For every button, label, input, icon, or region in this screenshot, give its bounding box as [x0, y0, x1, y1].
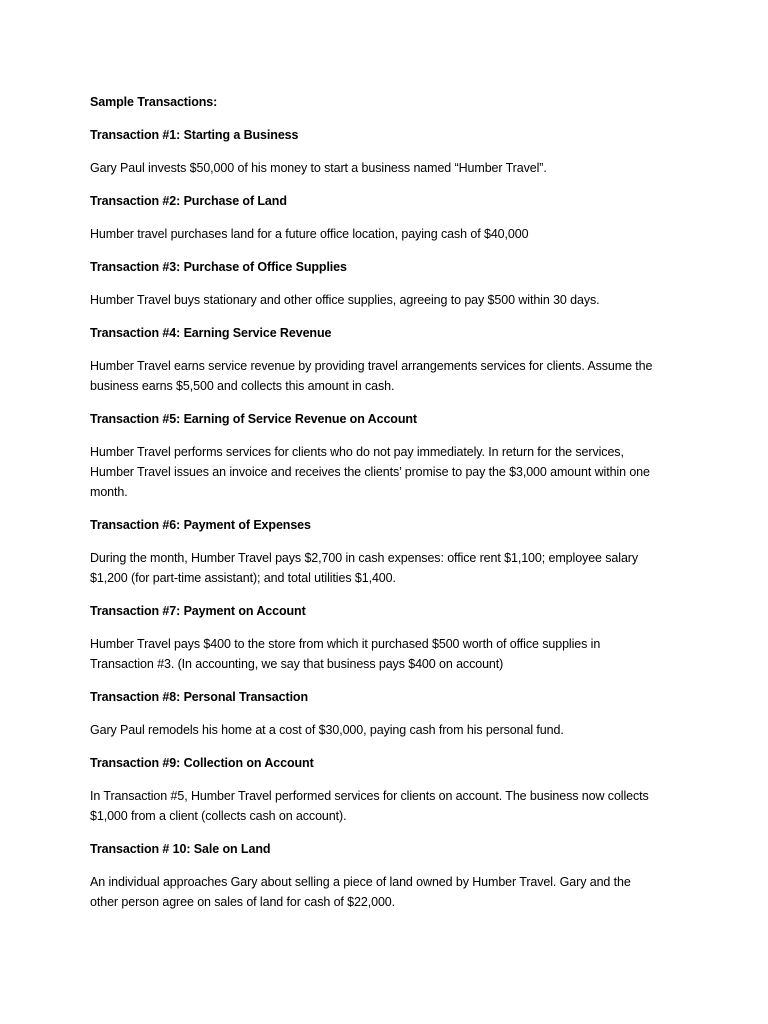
- transaction-body: [90, 548, 680, 588]
- transaction-body: [90, 158, 680, 178]
- transaction-heading-block: [90, 191, 680, 211]
- transaction-heading: Transaction #6: Payment of Expenses: [90, 518, 311, 532]
- transaction-body-line: Humber travel purchases land for a future office location, paying cash of $40,000: [90, 227, 529, 241]
- transaction-heading: Transaction #9: Collection on Account: [90, 756, 314, 770]
- transaction-heading-block: [90, 601, 680, 621]
- transaction-body: [90, 290, 680, 310]
- transaction-body-line: During the month, Humber Travel pays $2,700 in cash expenses: office rent $1,100; employee salary: [90, 551, 639, 565]
- transaction-heading: Transaction #8: Personal Transaction: [90, 690, 309, 704]
- transaction-heading: Transaction #2: Purchase of Land: [90, 194, 287, 208]
- transaction-heading-block: [90, 515, 680, 535]
- transaction-body-line: Humber Travel performs services for clients who do not pay immediately. In return for the services,: [90, 445, 624, 459]
- transaction-body-line: $1,000 from a client (collects cash on account).: [90, 809, 347, 823]
- transaction-body: [90, 356, 680, 396]
- document-title-block: [90, 92, 680, 112]
- transaction-heading-block: [90, 323, 680, 343]
- document-title: Sample Transactions:: [90, 95, 218, 109]
- transaction-body: [90, 442, 680, 502]
- transaction-heading: Transaction #1: Starting a Business: [90, 128, 299, 142]
- transactions-list: [90, 125, 680, 912]
- transaction-body-line: Humber Travel pays $400 to the store from which it purchased $500 worth of office supplies in: [90, 637, 601, 651]
- transaction-body-line: month.: [90, 485, 128, 499]
- transaction-body: [90, 224, 680, 244]
- transaction-heading-block: [90, 687, 680, 707]
- transaction-body-line: In Transaction #5, Humber Travel performed services for clients on account. The business now collects: [90, 789, 649, 803]
- transaction-body-line: Humber Travel buys stationary and other office supplies, agreeing to pay $500 within 30 days.: [90, 293, 600, 307]
- transaction-heading-block: [90, 409, 680, 429]
- transaction-heading: Transaction #3: Purchase of Office Supplies: [90, 260, 347, 274]
- transaction-body-line: Humber Travel issues an invoice and receives the clients’ promise to pay the $3,000 amount within one: [90, 465, 650, 479]
- transaction-body: [90, 720, 680, 740]
- transaction-heading-block: [90, 839, 680, 859]
- transaction-body-line: other person agree on sales of land for cash of $22,000.: [90, 895, 396, 909]
- transaction-body-line: $1,200 (for part-time assistant); and total utilities $1,400.: [90, 571, 396, 585]
- transaction-heading-block: [90, 257, 680, 277]
- transaction-body: [90, 786, 680, 826]
- transaction-body-line: business earns $5,500 and collects this amount in cash.: [90, 379, 395, 393]
- transaction-heading: Transaction #7: Payment on Account: [90, 604, 306, 618]
- transaction-body-line: Transaction #3. (In accounting, we say that business pays $400 on account): [90, 657, 504, 671]
- transaction-body-line: Gary Paul invests $50,000 of his money to start a business named “Humber Travel”.: [90, 161, 547, 175]
- transaction-heading-block: [90, 753, 680, 773]
- transaction-heading-block: [90, 125, 680, 145]
- transaction-body: [90, 634, 680, 674]
- transaction-heading: Transaction # 10: Sale on Land: [90, 842, 271, 856]
- document-page: [90, 92, 680, 925]
- transaction-body-line: Gary Paul remodels his home at a cost of $30,000, paying cash from his personal fund.: [90, 723, 564, 737]
- transaction-heading: Transaction #5: Earning of Service Revenue on Account: [90, 412, 417, 426]
- transaction-body: [90, 872, 680, 912]
- transaction-body-line: Humber Travel earns service revenue by providing travel arrangements services for clients. Assume the: [90, 359, 653, 373]
- transaction-heading: Transaction #4: Earning Service Revenue: [90, 326, 332, 340]
- transaction-body-line: An individual approaches Gary about selling a piece of land owned by Humber Travel. Gary and the: [90, 875, 631, 889]
